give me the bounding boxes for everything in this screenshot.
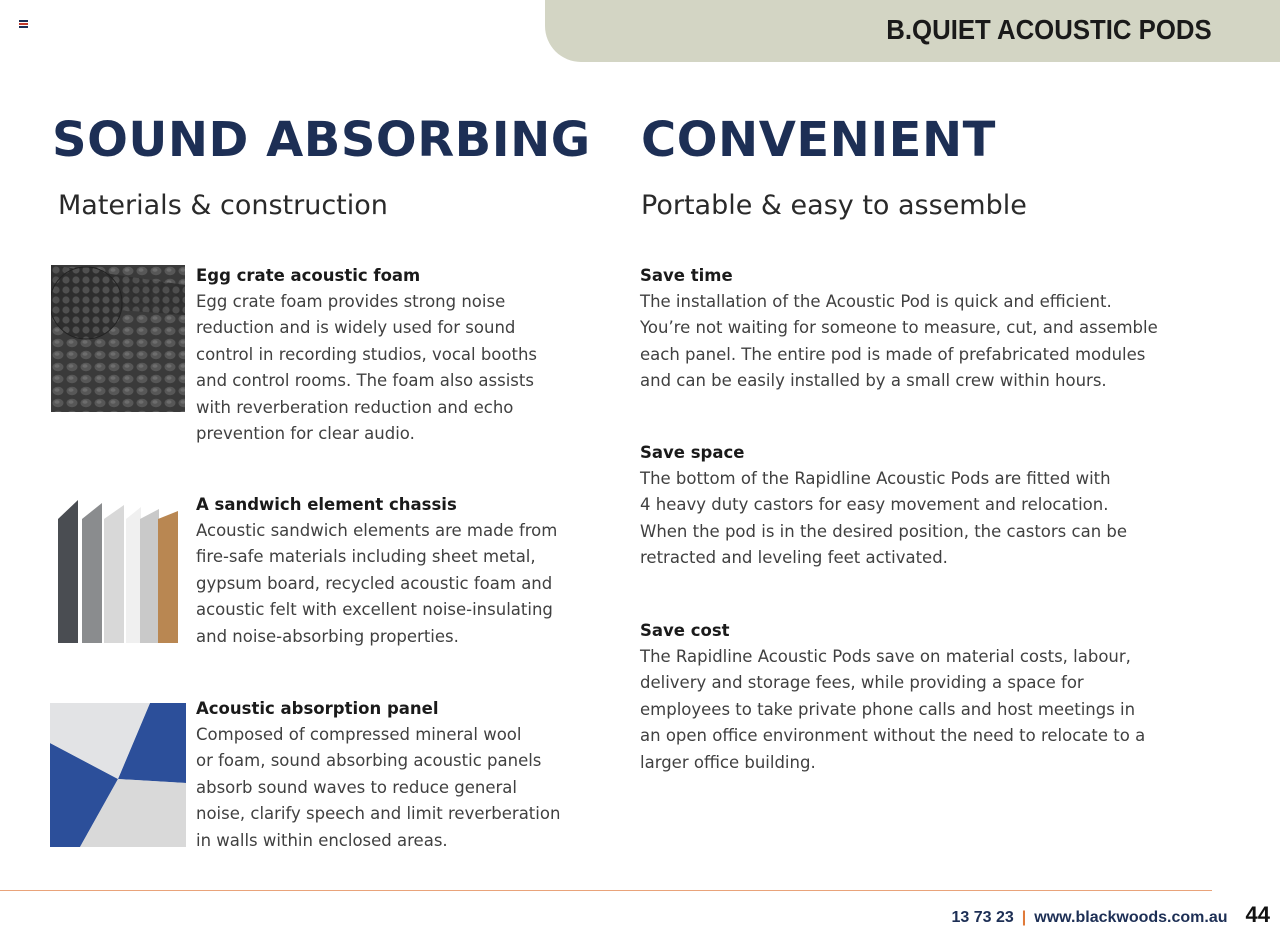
left-item-egg-crate [196,263,596,447]
page-number: 44 [1245,902,1270,927]
item-body: The installation of the Acoustic Pod is quick and efficient. You’re not waiting for someone to measure, cut, and assemble each panel. The entire pod is made of prefabricated modules and can be easily installed by a small crew within hours. [640,292,1158,391]
item-body: Egg crate foam provides strong noise reduction and is widely used for sound control in recording studios, vocal booths and control rooms. The foam also assists with reverberation reduction and echo prevention for clear audio. [196,292,538,444]
item-title: A sandwich element chassis [196,495,457,514]
item-title: Acoustic absorption panel [196,699,439,718]
header-title: B.QUIET ACOUSTIC PODS [886,14,1212,45]
egg-crate-foam-image [51,265,185,412]
footer [952,902,1270,928]
item-title: Egg crate acoustic foam [196,266,421,285]
menu-icon[interactable] [19,20,28,28]
item-title: Save space [640,443,745,462]
item-body: The bottom of the Rapidline Acoustic Pods are fitted with 4 heavy duty castors for easy movement and relocation. When the pod is in the desired position, the castors can be retracted and leveling feet activated. [640,469,1128,568]
right-item-save-cost [640,618,1200,776]
footer-divider [0,890,1212,891]
right-item-save-space [640,440,1200,572]
right-section-subtitle: Portable & easy to assemble [641,190,1027,221]
sandwich-chassis-image [51,497,185,643]
footer-phone[interactable]: 13 73 23 [951,909,1014,926]
item-title: Save cost [640,621,730,640]
footer-separator: | [1021,909,1027,926]
item-body: Composed of compressed mineral wool or foam, sound absorbing acoustic panels absorb sound waves to reduce general noise, clarify speech and limit reverberation in walls within enclosed areas. [196,725,561,850]
right-section-title: CONVENIENT [641,112,996,168]
footer-website-link[interactable]: www.blackwoods.com.au [1034,909,1228,926]
left-section-subtitle: Materials & construction [58,190,388,221]
item-title: Save time [640,266,733,285]
right-item-save-time [640,263,1200,395]
left-item-absorption-panel [196,696,596,854]
left-section-title: SOUND ABSORBING [52,112,591,168]
item-body: The Rapidline Acoustic Pods save on material costs, labour, delivery and storage fees, while providing a space for employees to take private phone calls and host meetings in an open office environment without the need to relocate to a larger office building. [640,647,1146,772]
item-body: Acoustic sandwich elements are made from fire-safe materials including sheet metal, gypsum board, recycled acoustic foam and acoustic felt with excellent noise-insulating and noise-absorbing properties. [196,521,558,646]
absorption-panel-image [50,703,186,847]
left-item-sandwich [196,492,596,650]
